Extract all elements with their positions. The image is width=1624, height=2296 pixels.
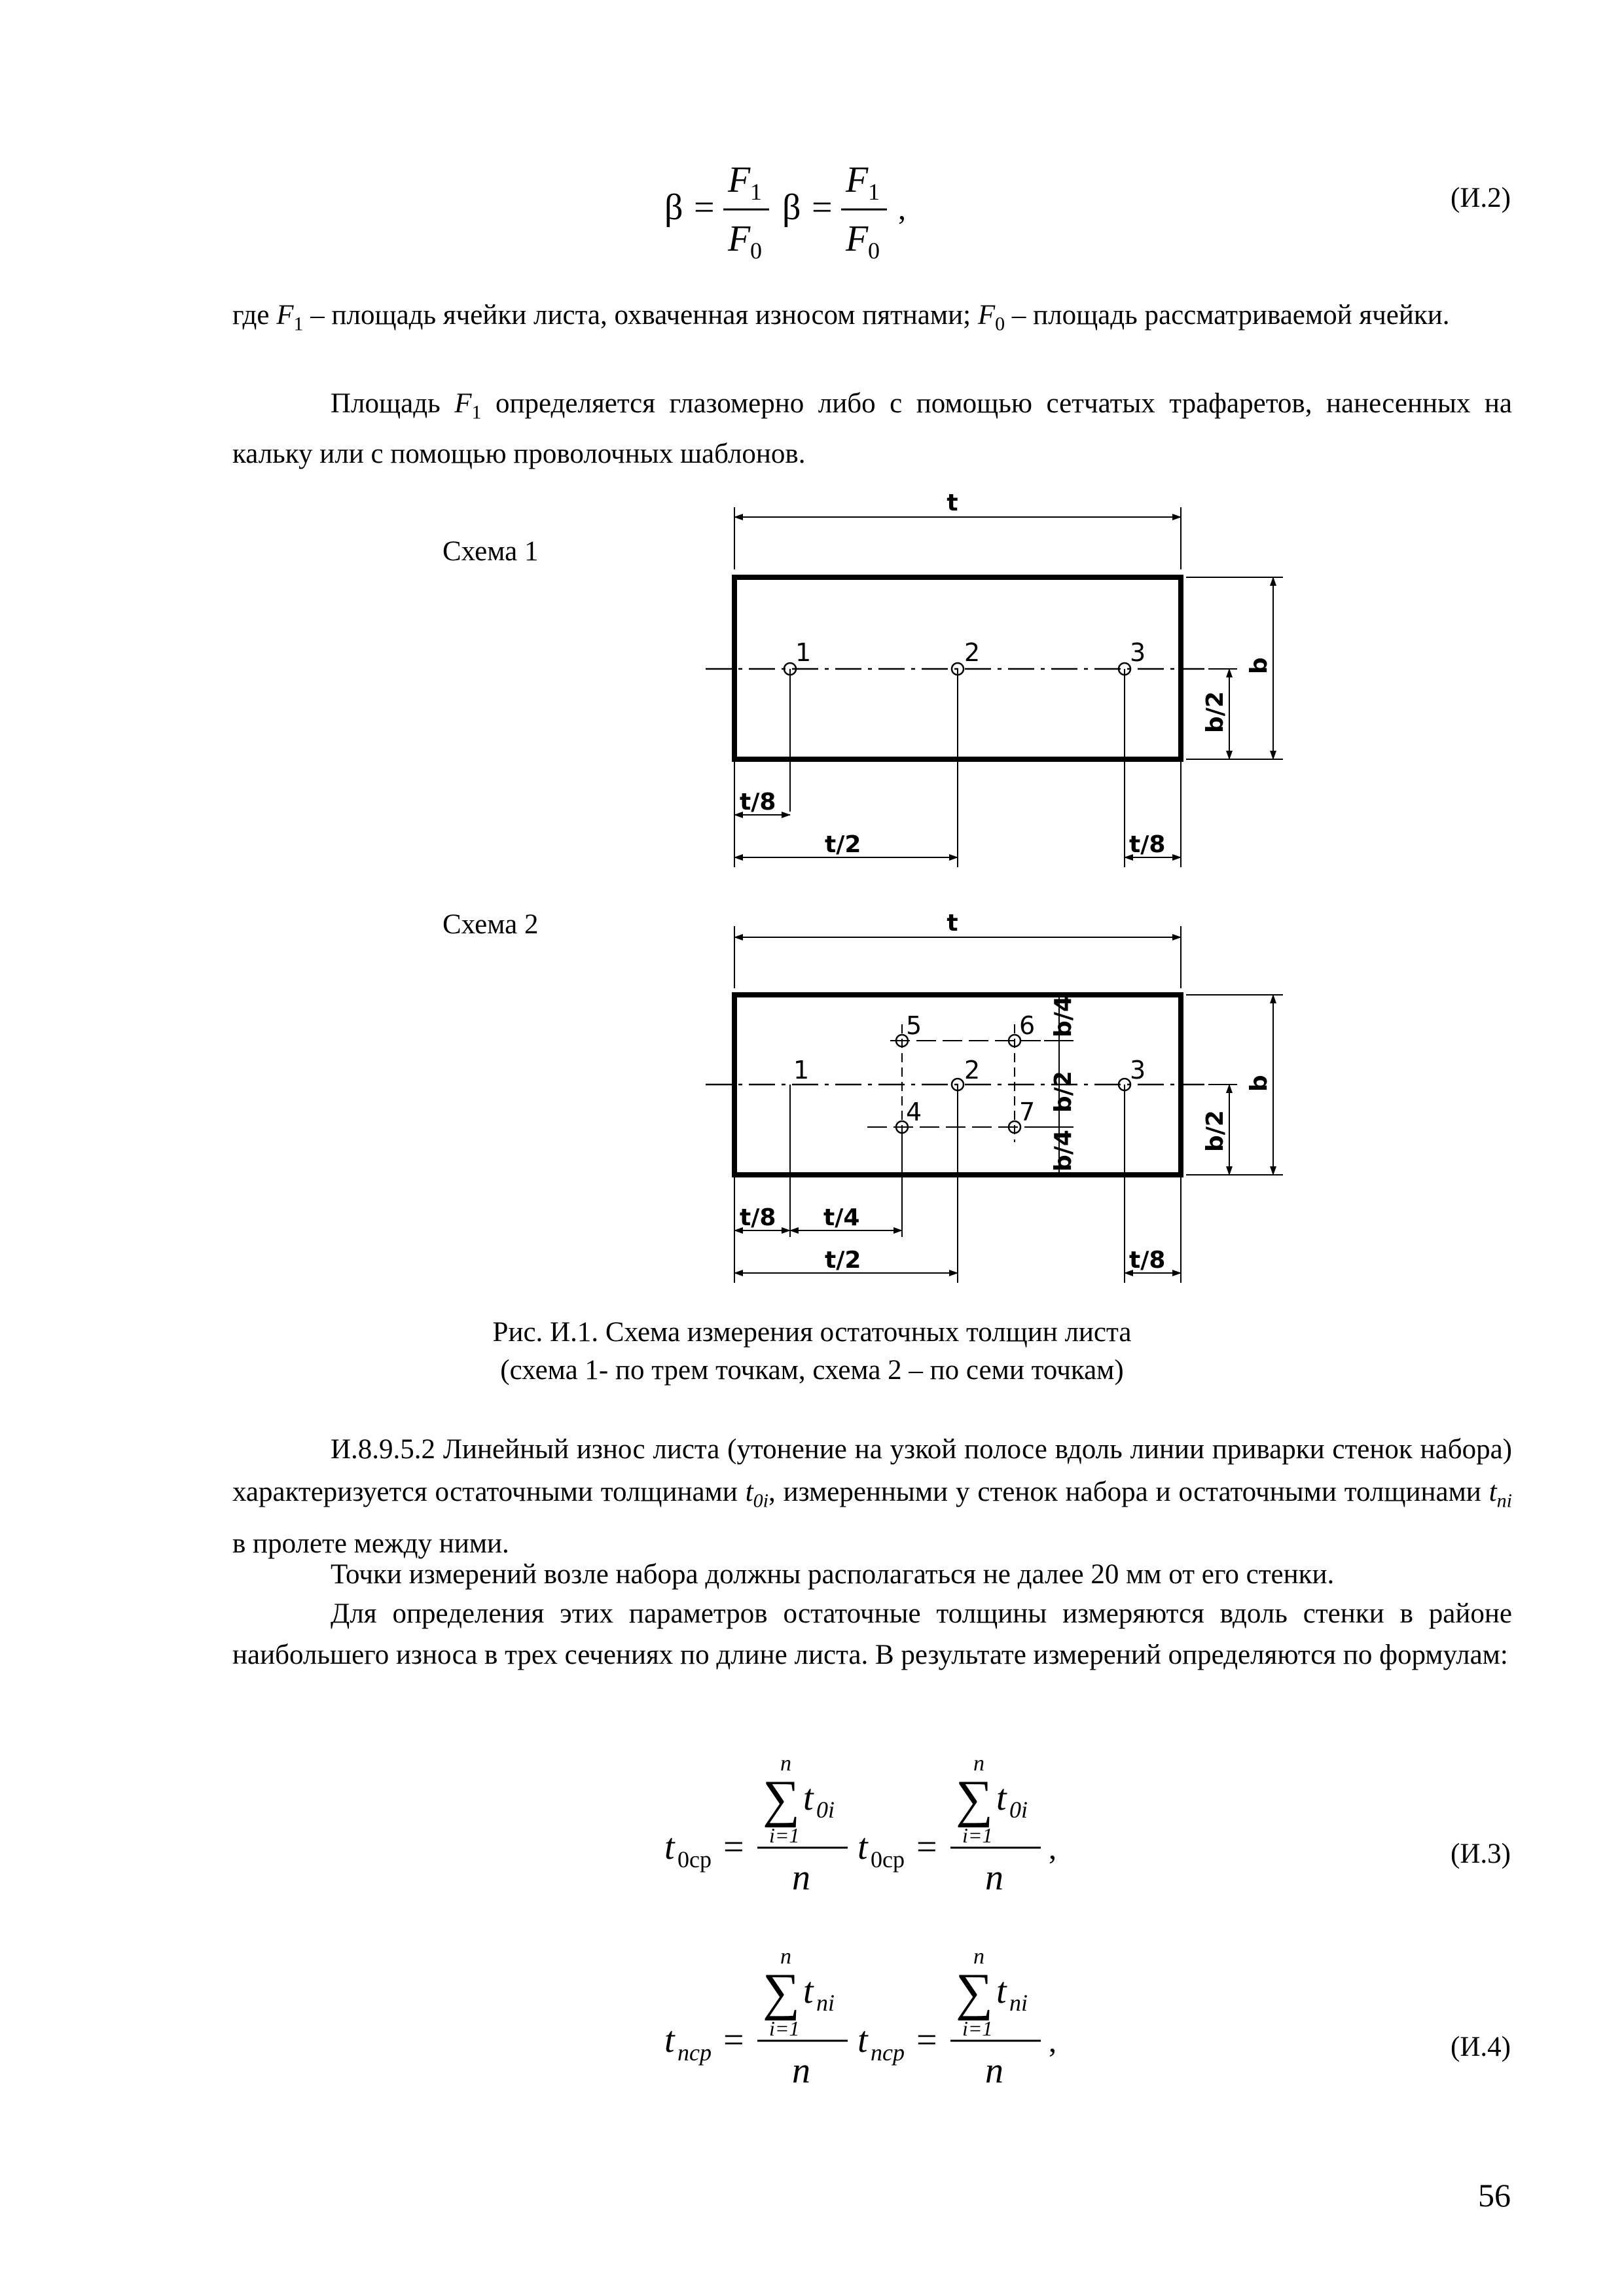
numerator-sub: 1 [750, 179, 762, 205]
lhs-t-2: t [857, 1827, 868, 1867]
equation-number-i2: (И.2) [1451, 183, 1511, 213]
scheme2-dim-t2: t/2 [825, 1247, 861, 1274]
scheme2-point-label-4: 4 [906, 1098, 922, 1126]
trailing-comma: , [898, 192, 906, 226]
scheme2 [706, 926, 1283, 1283]
symbol-f1-sub: 1 [293, 313, 304, 335]
scheme1-dim-t2: t/2 [825, 831, 861, 858]
scheme2-point-label-2: 2 [964, 1056, 981, 1085]
symbol-t0i-sub: 0i [753, 1490, 768, 1512]
equals-sign: = [694, 187, 715, 228]
scheme2-label: Схема 2 [442, 909, 539, 940]
lhs-t: t [664, 1827, 675, 1867]
beta-symbol-2: β [782, 187, 801, 228]
paragraph-parameters: Для определения этих параметров остаточные толщины измеряются вдоль стенки в районе наибольшего износа в трех сечениях по длине листа. В результате измерений определяются по формулам: [232, 1598, 1512, 1670]
scheme2-dim-b2: b/2 [1202, 1110, 1229, 1152]
symbol-f1-sub: 1 [471, 401, 482, 423]
scheme2-dim-t8-left: t/8 [740, 1204, 776, 1231]
scheme1-dim-t: t [947, 490, 958, 516]
denominator: n [792, 2051, 810, 2091]
sum-term-sub-2: 0i [1009, 1797, 1028, 1823]
scheme1-point-label-2: 2 [964, 638, 981, 667]
numerator-sub-2: 1 [868, 179, 880, 205]
scheme1-dim-t8-right: t/8 [1129, 831, 1166, 858]
denominator: F [728, 219, 751, 259]
scheme1-point-label-1: 1 [795, 638, 812, 667]
scheme1-dim-b2: b/2 [1202, 691, 1229, 733]
lhs-sub-2: пср [871, 2039, 905, 2066]
symbol-f0-sub: 0 [995, 313, 1005, 335]
scheme2-dim-t4: t/4 [823, 1204, 860, 1231]
denominator-2: n [985, 2051, 1003, 2091]
sum-term-2: t [996, 1778, 1007, 1818]
sum-lower-2: i=1 [962, 1823, 993, 1847]
scheme2-point-label-3: 3 [1130, 1056, 1146, 1085]
equation-number-i4: (И.4) [1451, 2032, 1511, 2062]
symbol-tpi-sub: пi [1496, 1490, 1512, 1512]
sum-symbol-2: ∑ [956, 1964, 994, 2021]
symbol-f0: F [977, 300, 996, 331]
scheme1-dim-b: b [1246, 657, 1272, 674]
symbol-tpi: t [1489, 1477, 1497, 1507]
symbol-f1: F [276, 300, 294, 331]
lhs-sub-2: 0ср [871, 1846, 905, 1873]
sum-term: t [803, 1778, 814, 1818]
scheme1 [706, 507, 1283, 867]
text-segment: – площадь ячейки листа, охваченная износом пятнами; [303, 300, 978, 331]
trailing-comma: , [1049, 1831, 1056, 1866]
lhs-sub: пср [677, 2039, 712, 2066]
formula-i3 [651, 1744, 1070, 1914]
sum-lower: i=1 [769, 2017, 800, 2040]
scheme2-point-label-7: 7 [1019, 1098, 1036, 1126]
equals-sign-2: = [916, 2020, 937, 2060]
text-segment: – площадь рассматриваемой ячейки. [1005, 300, 1450, 331]
sum-term: t [803, 1971, 814, 2011]
sum-upper-2: n [973, 1751, 984, 1776]
scheme2-dim-b2-inner: b/2 [1050, 1071, 1077, 1113]
sum-term-sub: пi [816, 1990, 835, 2016]
scheme2-dim-t8-right: t/8 [1129, 1247, 1166, 1274]
sum-lower-2: i=1 [962, 2017, 993, 2040]
formula-i4 [651, 1937, 1070, 2108]
symbol-t0i: t [745, 1477, 753, 1507]
page-number: 56 [1478, 2177, 1511, 2214]
text-segment: И.8.9.5.2 Линейный износ листа (утонение на узкой полосе вдоль линии приварки стенок набора) характеризуется остаточными толщинами [232, 1434, 1512, 1507]
text-segment: где [232, 300, 277, 331]
lhs-sub: 0ср [677, 1846, 712, 1873]
denominator-sub: 0 [750, 238, 762, 264]
equals-sign: = [723, 1827, 744, 1867]
equation-number-i3: (И.3) [1451, 1839, 1511, 1869]
sum-term-2: t [996, 1971, 1007, 2011]
lhs-t: t [664, 2020, 675, 2060]
equals-sign-2: = [812, 187, 833, 228]
sum-upper: n [780, 1751, 791, 1776]
sum-term-sub: 0i [816, 1797, 835, 1823]
scheme1-dim-t8-left: t/8 [740, 789, 776, 816]
beta-symbol: β [664, 187, 683, 228]
scheme2-point-label-5: 5 [906, 1011, 922, 1040]
sum-upper: n [780, 1945, 791, 1969]
symbol-f1: F [454, 388, 472, 419]
sum-upper-2: n [973, 1945, 984, 1969]
equals-sign: = [723, 2020, 744, 2060]
paragraph-measurement-points: Точки измерений возле набора должны располагаться не далее 20 мм от его стенки. [331, 1559, 1335, 1590]
text-segment: , измеренными у стенок набора и остаточными толщинами [768, 1477, 1489, 1507]
trailing-comma: , [1049, 2024, 1056, 2059]
sum-lower: i=1 [769, 1823, 800, 1847]
scheme1-point-label-3: 3 [1130, 638, 1146, 667]
scheme2-point-label-1: 1 [793, 1056, 810, 1085]
paragraph-linear-wear [232, 1428, 1512, 1565]
scheme2-dim-b4-bottom: b/4 [1050, 1130, 1077, 1172]
scheme2-dim-b: b [1246, 1075, 1272, 1092]
sum-symbol: ∑ [763, 1964, 801, 2021]
sum-symbol-2: ∑ [956, 1770, 994, 1828]
equals-sign-2: = [916, 1827, 937, 1867]
scheme1-label: Схема 1 [442, 536, 539, 567]
denominator: n [792, 1857, 810, 1898]
lhs-t-2: t [857, 2020, 868, 2060]
numerator: F [728, 160, 751, 200]
denominator-2: F [846, 219, 869, 259]
denominator-2: n [985, 1857, 1003, 1898]
text-segment: в пролете между ними. [232, 1528, 509, 1559]
scheme2-point-label-6: 6 [1019, 1011, 1036, 1040]
text-segment: определяется глазомерно либо с помощью сетчатых трафаретов, нанесенных на кальку или с помощью проволочных шаблонов. [232, 388, 1512, 469]
sum-symbol: ∑ [763, 1770, 801, 1828]
sum-term-sub-2: пi [1009, 1990, 1028, 2016]
figure-caption-line1: Рис. И.1. Схема измерения остаточных толщин листа [492, 1317, 1132, 1348]
numerator-2: F [846, 160, 869, 200]
figure-caption-line2: (схема 1- по трем точкам, схема 2 – по семи точкам) [500, 1355, 1124, 1386]
text-segment: Площадь [331, 388, 455, 419]
scheme2-dim-b4-top: b/4 [1050, 996, 1077, 1037]
denominator-sub-2: 0 [868, 238, 880, 264]
scheme2-dim-t: t [947, 910, 958, 937]
